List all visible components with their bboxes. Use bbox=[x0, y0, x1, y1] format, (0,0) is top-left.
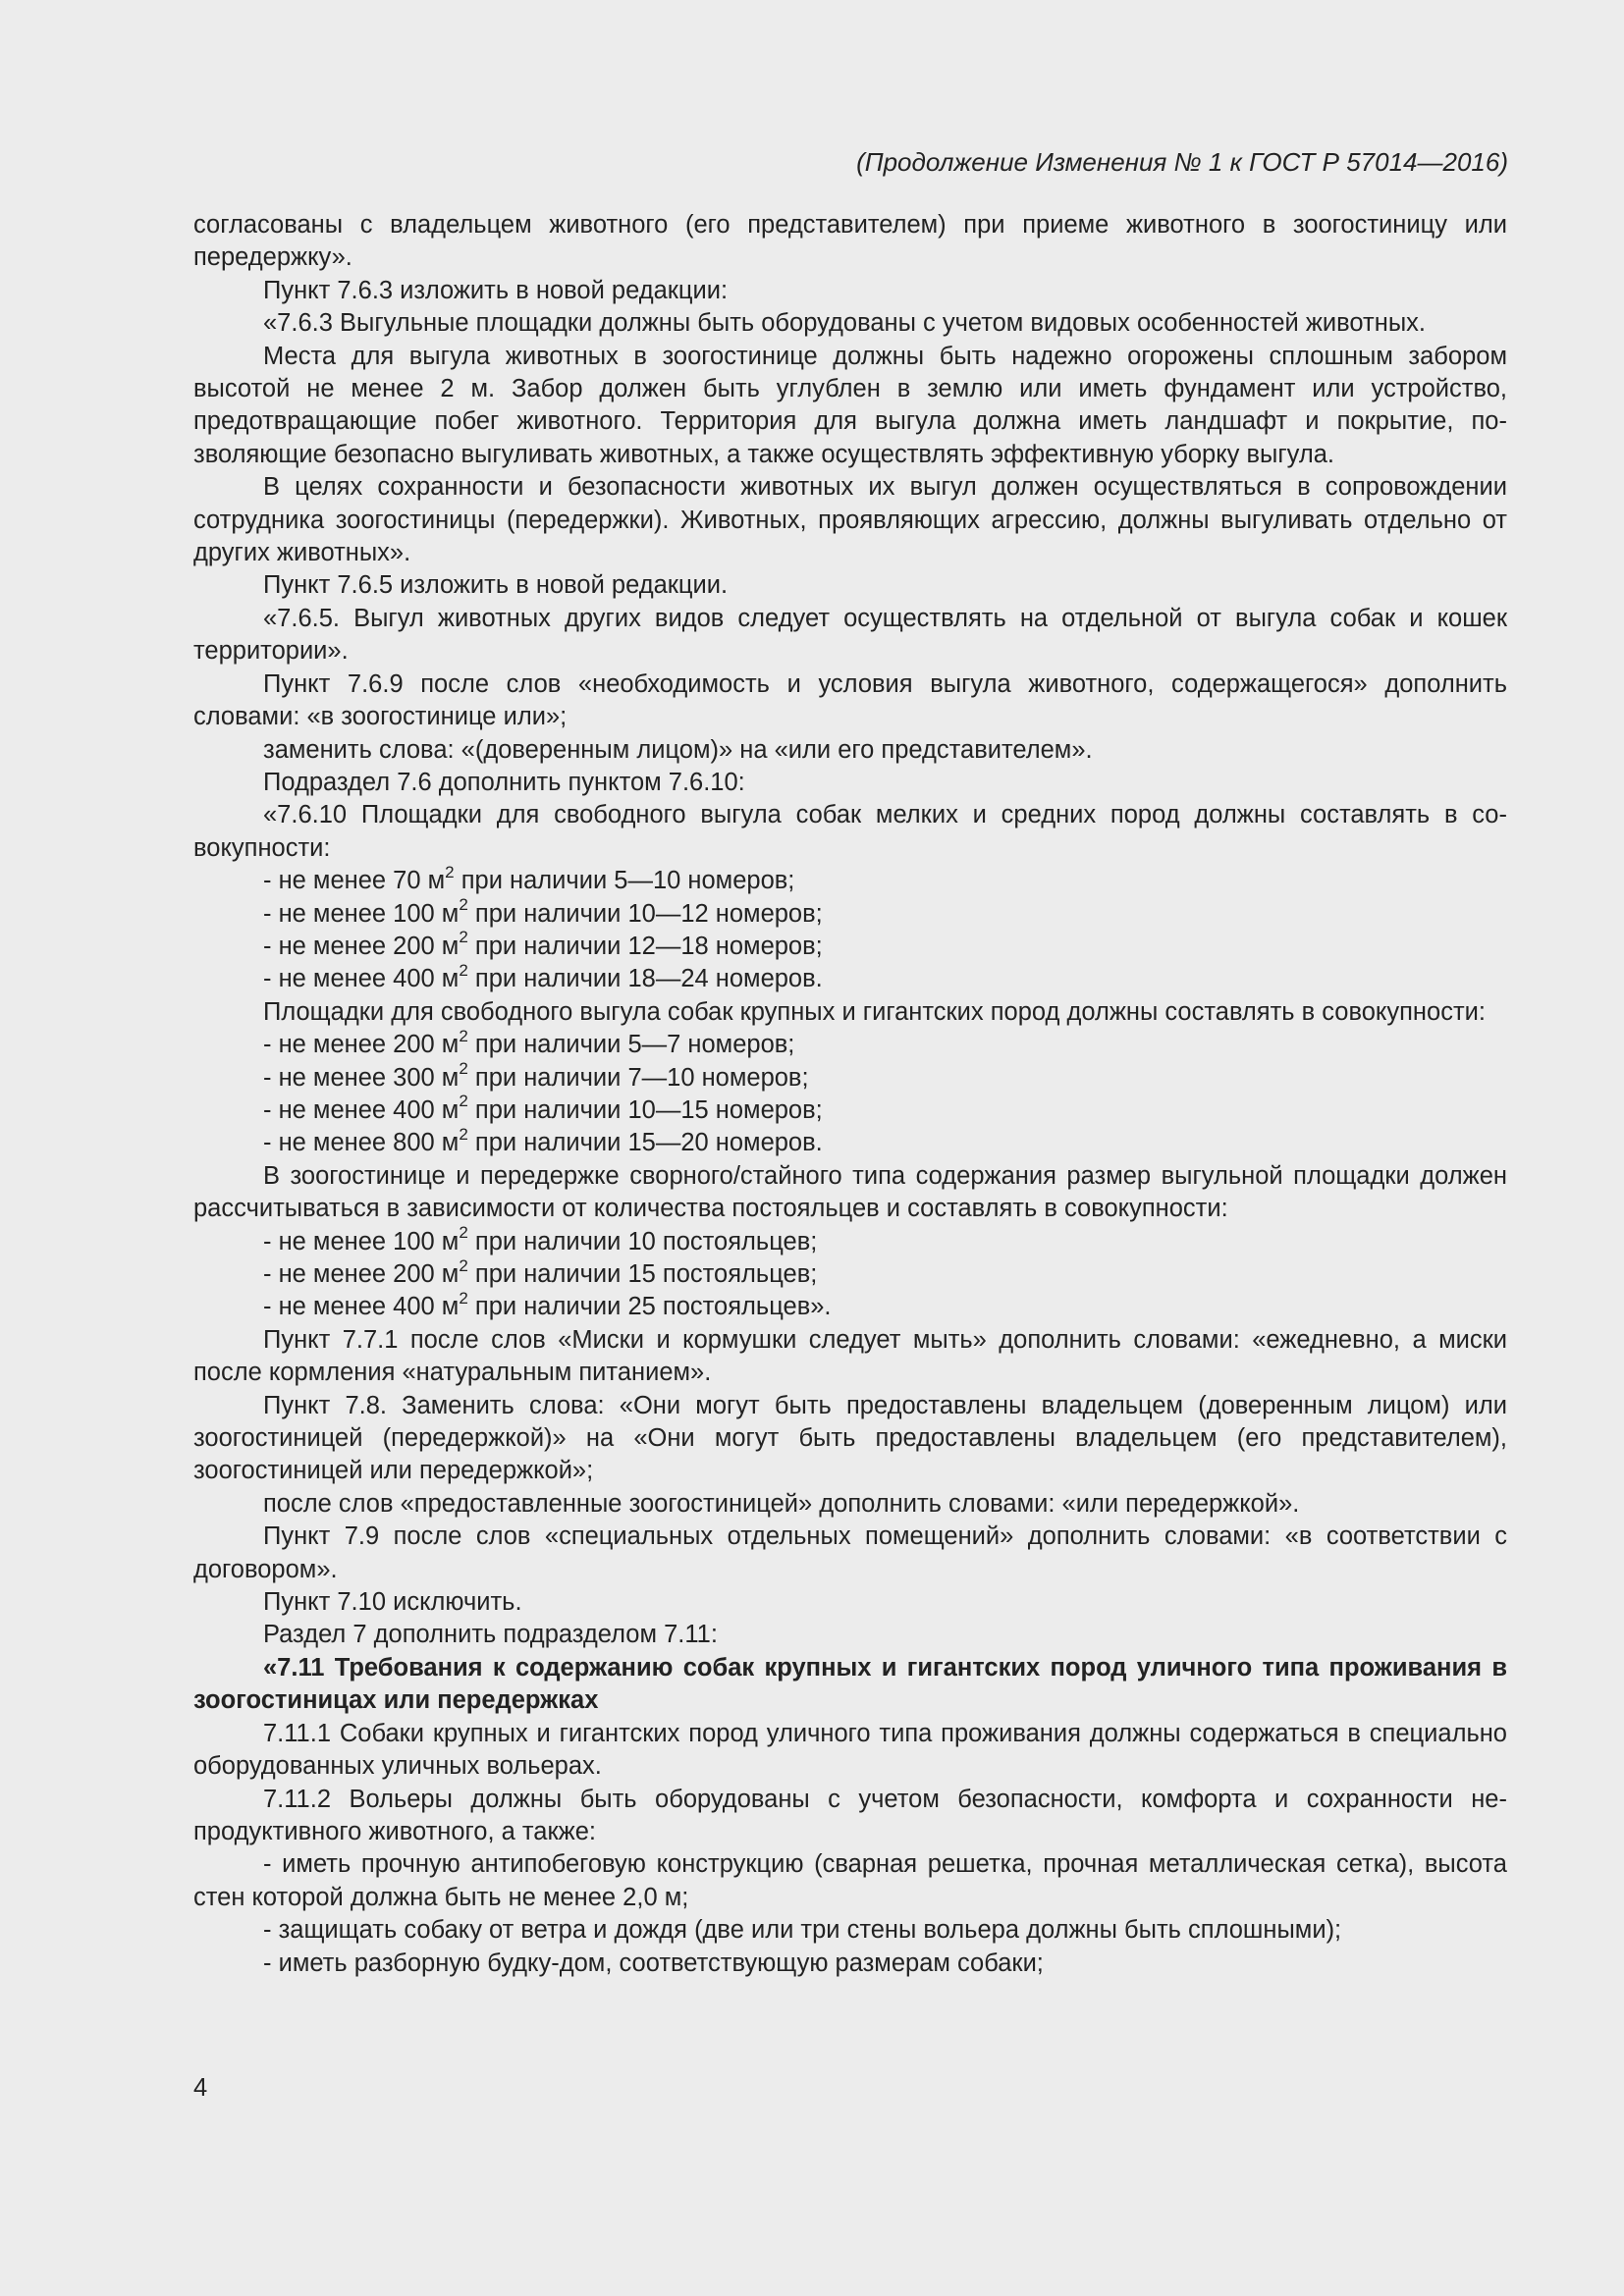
list-item-area: - не менее 800 м bbox=[263, 1129, 460, 1157]
list-item-condition: при наличии 10 постояльцев; bbox=[467, 1227, 818, 1255]
superscript-exponent: 2 bbox=[459, 1255, 468, 1275]
paragraph: заменить слова: «(доверенным лицом)» на «или его представителем». bbox=[263, 735, 1093, 764]
list-item-area: - не менее 300 м bbox=[263, 1063, 460, 1092]
paragraph: Подраздел 7.6 дополнить пунктом 7.6.10: bbox=[263, 768, 745, 796]
superscript-exponent: 2 bbox=[459, 960, 468, 980]
paragraph: Пункт 7.8. Заменить слова: «Они могут быть предоставлены владельцем (доверенным лицом) или зоогостиницей (передержкой)» на «Они могут быть предоставлены владельцем (его представителем), зоогостиницей или передержкой»; bbox=[193, 1391, 1507, 1485]
paragraph: Пункт 7.6.3 изложить в новой редакции: bbox=[263, 276, 729, 304]
paragraph: Места для выгула животных в зоогостинице должны быть надежно огорожены сплошным забором высотой не менее 2 м. Забор должен быть углублен в землю или иметь фундамент или устройство, предотвращающие побег животного. Территория для выгула должна иметь ландшафт и покрытие, позволяющие безопасно выгуливать животных, а также осуществлять эффективную уборку выгула. bbox=[193, 342, 1507, 468]
superscript-exponent: 2 bbox=[459, 1092, 468, 1111]
list-item-area: - не менее 200 м bbox=[263, 1260, 460, 1288]
list-item-area: - не менее 100 м bbox=[263, 1227, 460, 1255]
superscript-exponent: 2 bbox=[459, 1223, 468, 1243]
list-item-area: - не менее 70 м bbox=[263, 867, 446, 895]
list-item-condition: при наличии 15—20 номеров. bbox=[467, 1129, 823, 1157]
list-item bbox=[193, 862, 1507, 897]
paragraph: Пункт 7.7.1 после слов «Миски и кормушки следует мыть» дополнить словами: «ежедневно, а миски после кормления «натуральным питанием». bbox=[193, 1325, 1507, 1387]
list-item-area: - не менее 400 м bbox=[263, 1293, 460, 1321]
list-item-area: - не менее 400 м bbox=[263, 1095, 460, 1124]
list-item bbox=[193, 1288, 1507, 1323]
paragraph: 7.11.1 Собаки крупных и гигантских пород уличного типа проживания должны содержаться в специально оборудованных уличных вольерах. bbox=[193, 1719, 1507, 1781]
superscript-exponent: 2 bbox=[459, 1026, 468, 1045]
paragraph: Пункт 7.9 после слов «специальных отдельных помещений» дополнить словами: «в соответствии с договором». bbox=[193, 1522, 1507, 1583]
paragraph: «7.6.3 Выгульные площадки должны быть оборудованы с учетом видовых особенностей животных. bbox=[263, 309, 1426, 338]
list-item-area: - не менее 400 м bbox=[263, 965, 460, 993]
superscript-exponent: 2 bbox=[445, 862, 455, 881]
paragraph: 7.11.2 Вольеры должны быть оборудованы с учетом безопасности, комфорта и сохранности непродуктивного животного, а также: bbox=[193, 1785, 1507, 1845]
list-item-condition: при наличии 18—24 номеров. bbox=[467, 965, 823, 993]
document-body bbox=[193, 209, 1507, 1980]
list-item-condition: при наличии 7—10 номеров; bbox=[467, 1063, 809, 1092]
list-item bbox=[193, 895, 1507, 931]
list-item bbox=[193, 960, 1507, 995]
list-item-area: - не менее 200 м bbox=[263, 1031, 460, 1059]
superscript-exponent: 2 bbox=[459, 1288, 468, 1308]
list-item-area: - не менее 200 м bbox=[263, 932, 460, 960]
list-item-condition: при наличии 15 постояльцев; bbox=[467, 1260, 818, 1288]
list-item bbox=[193, 1092, 1507, 1127]
superscript-exponent: 2 bbox=[459, 928, 468, 947]
paragraph: Пункт 7.6.5 изложить в новой редакции. bbox=[263, 571, 729, 600]
paragraph: Площадки для свободного выгула собак крупных и гигантских пород должны составлять в совокупности: bbox=[263, 997, 1486, 1026]
list-item bbox=[193, 1026, 1507, 1061]
list-item bbox=[193, 1223, 1507, 1258]
paragraph: В целях сохранности и безопасности животных их выгул должен осуществляться в сопровождении сотрудника зоогостиницы (передержки). Животных, проявляющих агрессию, должны выгуливать отдельно от других животных». bbox=[193, 473, 1507, 567]
superscript-exponent: 2 bbox=[459, 1124, 468, 1144]
superscript-exponent: 2 bbox=[459, 1059, 468, 1079]
paragraph: согласованы с владельцем животного (его представителем) при приеме животного в зоогостиницу или передержку». bbox=[193, 211, 1507, 272]
list-item bbox=[193, 1124, 1507, 1159]
paragraph: Пункт 7.10 исключить. bbox=[263, 1588, 522, 1617]
list-item bbox=[193, 1059, 1507, 1095]
running-header: (Продолжение Изменения № 1 к ГОСТ Р 57014—2016) bbox=[856, 147, 1508, 177]
paragraph: В зоогостинице и передержке сворного/стайного типа содержания размер выгульной площадки должен рассчитываться в зависимости от количества постояльцев и составлять в совокупности: bbox=[193, 1161, 1507, 1223]
list-item-area: - не менее 100 м bbox=[263, 899, 460, 928]
list-item bbox=[193, 1255, 1507, 1291]
superscript-exponent: 2 bbox=[459, 895, 468, 915]
list-item-condition: при наличии 5—7 номеров; bbox=[467, 1031, 795, 1059]
list-item-condition: при наличии 12—18 номеров; bbox=[467, 932, 823, 960]
paragraph: «7.6.10 Площадки для свободного выгула собак мелких и средних пород должны составлять в совокупности: bbox=[193, 801, 1507, 862]
list-item-condition: при наличии 10—12 номеров; bbox=[467, 899, 823, 928]
list-item bbox=[193, 928, 1507, 963]
list-item-condition: при наличии 25 постояльцев». bbox=[467, 1293, 832, 1321]
section-heading: «7.11 Требования к содержанию собак крупных и гигантских пород уличного типа проживания в зоогостиницах или передержках bbox=[193, 1653, 1507, 1715]
paragraph: Пункт 7.6.9 после слов «необходимость и условия выгула животного, содержащегося» дополнить словами: «в зоогостинице или»; bbox=[193, 669, 1507, 731]
paragraph: - иметь разборную будку-дом, соответствующую размерам собаки; bbox=[263, 1949, 1044, 1977]
paragraph: Раздел 7 дополнить подразделом 7.11: bbox=[263, 1621, 718, 1649]
list-item-condition: при наличии 5—10 номеров; bbox=[454, 867, 795, 895]
paragraph: - защищать собаку от ветра и дождя (две или три стены вольера должны быть сплошными); bbox=[263, 1916, 1342, 1945]
page-number: 4 bbox=[193, 2074, 208, 2102]
paragraph: - иметь прочную антипобеговую конструкцию (сварная решетка, прочная металлическая сетка), высота стен которой должна быть не менее 2,0 м; bbox=[193, 1850, 1507, 1911]
list-item-condition: при наличии 10—15 номеров; bbox=[467, 1095, 823, 1124]
paragraph: после слов «предоставленные зоогостиницей» дополнить словами: «или передержкой». bbox=[263, 1489, 1300, 1518]
paragraph: «7.6.5. Выгул животных других видов следует осуществлять на отдельной от выгула собак и кошек территории». bbox=[193, 604, 1507, 666]
